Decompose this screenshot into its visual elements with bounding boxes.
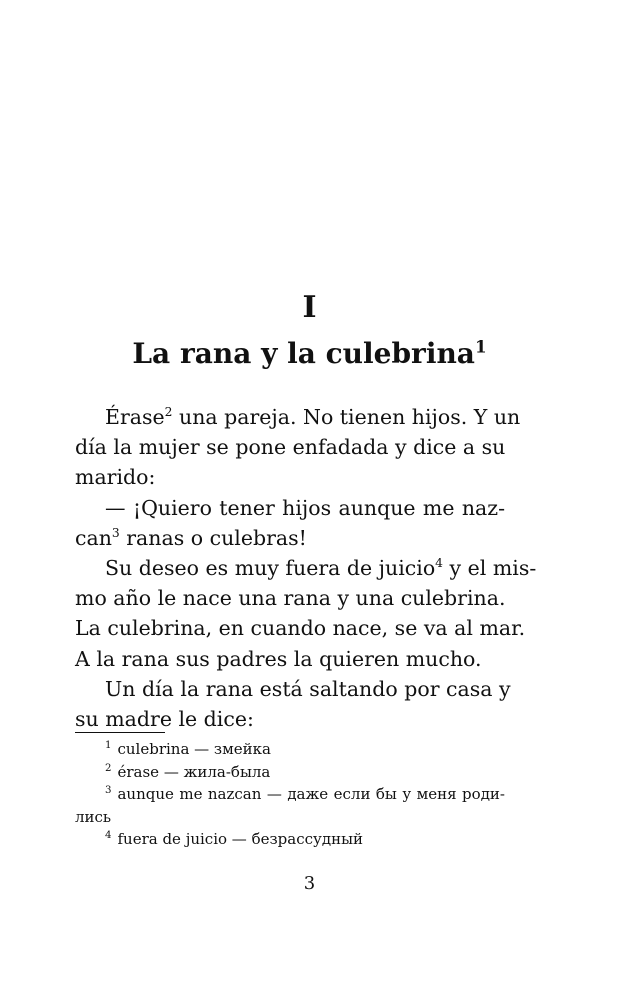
text-segment: mo año le nace una rana y una culebrina. <box>75 586 506 611</box>
text-line <box>75 583 505 613</box>
chapter-title-text: La rana y la culebrina <box>132 337 475 370</box>
footnote-text: aunque me nazcan — даже если бы у меня роди- <box>117 785 505 804</box>
footnote-line <box>75 761 505 784</box>
text-segment: Su deseo es muy fuera de juicio <box>105 556 436 581</box>
text-line <box>75 432 505 462</box>
text-line <box>75 493 505 523</box>
text-segment: La culebrina, en cuando nace, se va al mar. <box>75 616 526 641</box>
footnote-text: culebrina — змейка <box>117 740 271 758</box>
footnote-text: érase — жила-была <box>117 762 271 781</box>
text-segment: Érase <box>105 405 165 429</box>
footnotes <box>75 738 505 851</box>
text-segment: Un día la rana está saltando por casa y <box>105 676 511 701</box>
text-segment: su madre le dice: <box>75 707 254 732</box>
text-line <box>75 674 511 704</box>
footnote-divider <box>75 732 165 733</box>
chapter-title <box>0 336 619 372</box>
text-line <box>75 644 505 674</box>
body-text <box>75 402 537 734</box>
footnote-ref: 3 <box>111 525 120 540</box>
footnote-ref: 2 <box>164 405 173 420</box>
footnote-line <box>75 806 505 829</box>
chapter-number: I <box>302 290 317 325</box>
page-number: 3 <box>303 873 316 894</box>
text-line <box>75 402 521 432</box>
footnote-number: 4 <box>105 830 112 842</box>
footnote-ref: 1 <box>474 336 487 357</box>
text-segment: — ¡Quiero tener hijos aunque me naz- <box>105 495 505 520</box>
text-line <box>75 704 505 734</box>
text-segment: ranas o culebras! <box>119 525 307 550</box>
footnote-text: лись <box>75 807 112 826</box>
footnote-text: fuera de juicio — безрассудный <box>117 830 364 849</box>
footnote-ref: 4 <box>435 556 443 571</box>
text-segment: A la rana sus padres la quieren mucho. <box>75 646 482 671</box>
footnote-number: 1 <box>105 740 112 751</box>
text-segment: marido: <box>75 465 156 490</box>
footnote-line <box>75 828 505 851</box>
text-line <box>75 553 537 583</box>
text-segment: y el mis- <box>443 556 537 581</box>
footnote-line <box>75 783 505 806</box>
text-line <box>75 462 505 492</box>
footnote-number: 2 <box>105 762 112 774</box>
text-segment: una pareja. No tienen hijos. Y un <box>172 405 521 429</box>
footnote-line <box>75 738 505 761</box>
footnote-number: 3 <box>105 785 112 797</box>
text-segment: can <box>75 525 112 550</box>
text-line <box>75 613 526 643</box>
text-segment: día la mujer se pone enfadada y dice a su <box>75 435 506 460</box>
text-line <box>75 523 505 553</box>
